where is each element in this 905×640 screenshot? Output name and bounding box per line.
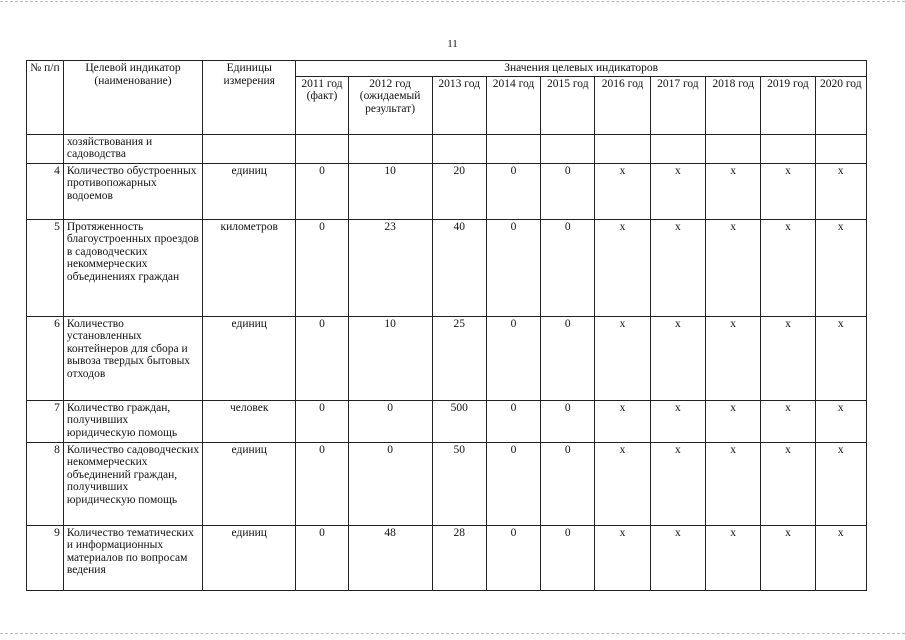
value-cell: 0 (296, 525, 348, 590)
value-cell (761, 134, 815, 163)
header-num: № п/п (27, 61, 64, 135)
value-cell (486, 134, 540, 163)
header-year: 2016 год (595, 76, 650, 134)
value-cell: 28 (432, 525, 486, 590)
value-cell: x (595, 316, 650, 400)
value-cell: 0 (486, 219, 540, 316)
value-cell: 0 (348, 400, 432, 442)
value-cell: 0 (486, 442, 540, 525)
page-number: 11 (447, 38, 458, 50)
indicator-name: Количество установленных контейнеров для сбора и вывоза твердых бытовых отходов (63, 316, 202, 400)
value-cell: 0 (296, 316, 348, 400)
value-cell: x (706, 525, 761, 590)
value-cell: x (650, 400, 705, 442)
indicator-name: Количество тематических и информационных материалов по вопросам ведения (63, 525, 202, 590)
value-cell (541, 134, 595, 163)
header-year: 2011 год (факт) (296, 76, 348, 134)
value-cell: x (650, 442, 705, 525)
value-cell: 0 (541, 442, 595, 525)
value-cell (296, 134, 348, 163)
unit-cell (203, 134, 296, 163)
value-cell: 0 (296, 400, 348, 442)
header-values-group: Значения целевых индикаторов (296, 61, 867, 77)
unit-cell: единиц (203, 525, 296, 590)
value-cell: 48 (348, 525, 432, 590)
value-cell: 20 (432, 163, 486, 219)
value-cell: x (595, 525, 650, 590)
value-cell: x (650, 163, 705, 219)
value-cell: x (815, 316, 866, 400)
value-cell: 0 (486, 163, 540, 219)
value-cell: 0 (541, 163, 595, 219)
value-cell: x (595, 163, 650, 219)
value-cell: x (595, 219, 650, 316)
header-year: 2018 год (706, 76, 761, 134)
unit-cell: километров (203, 219, 296, 316)
value-cell: x (761, 316, 815, 400)
table-row (27, 442, 867, 525)
value-cell: 23 (348, 219, 432, 316)
header-unit: Единицы измерения (203, 61, 296, 135)
row-number: 4 (27, 163, 64, 219)
unit-cell: единиц (203, 316, 296, 400)
value-cell: x (815, 525, 866, 590)
header-row-main (27, 61, 867, 77)
value-cell: 40 (432, 219, 486, 316)
row-number: 7 (27, 400, 64, 442)
value-cell: 0 (296, 219, 348, 316)
value-cell: x (815, 400, 866, 442)
table-row (27, 219, 867, 316)
table-row (27, 400, 867, 442)
value-cell: 10 (348, 316, 432, 400)
header-year: 2015 год (541, 76, 595, 134)
header-year: 2014 год (486, 76, 540, 134)
unit-cell: единиц (203, 163, 296, 219)
value-cell (815, 134, 866, 163)
table-row (27, 134, 867, 163)
value-cell: 0 (486, 400, 540, 442)
value-cell: x (650, 219, 705, 316)
value-cell: x (761, 163, 815, 219)
value-cell: 0 (541, 316, 595, 400)
value-cell (432, 134, 486, 163)
row-number (27, 134, 64, 163)
value-cell: 10 (348, 163, 432, 219)
value-cell: x (815, 442, 866, 525)
indicator-name: Количество садоводческих некоммерческих объединений граждан, получивших юридическую помощь (63, 442, 202, 525)
header-year: 2017 год (650, 76, 705, 134)
value-cell: x (761, 525, 815, 590)
header-year: 2019 год (761, 76, 815, 134)
value-cell: 0 (541, 219, 595, 316)
value-cell: x (706, 219, 761, 316)
value-cell (595, 134, 650, 163)
value-cell: x (761, 219, 815, 316)
value-cell: x (815, 219, 866, 316)
indicator-name: Количество граждан, получивших юридическую помощь (63, 400, 202, 442)
table-body (27, 134, 867, 590)
table-header (27, 61, 867, 135)
value-cell: 0 (486, 316, 540, 400)
scan-edge-bottom (0, 633, 905, 634)
header-year: 2013 год (432, 76, 486, 134)
indicator-name: хозяйствования и садоводства (63, 134, 202, 163)
value-cell: x (761, 400, 815, 442)
value-cell: 0 (486, 525, 540, 590)
value-cell: 0 (296, 442, 348, 525)
row-number: 8 (27, 442, 64, 525)
value-cell: x (706, 400, 761, 442)
unit-cell: единиц (203, 442, 296, 525)
value-cell: 25 (432, 316, 486, 400)
indicators-table (26, 60, 867, 591)
row-number: 9 (27, 525, 64, 590)
value-cell (706, 134, 761, 163)
indicator-name: Количество обустроенных противопожарных водоемов (63, 163, 202, 219)
value-cell: x (761, 442, 815, 525)
value-cell: 0 (348, 442, 432, 525)
value-cell: 500 (432, 400, 486, 442)
header-year: 2020 год (815, 76, 866, 134)
value-cell: x (595, 400, 650, 442)
table-row (27, 316, 867, 400)
value-cell: x (650, 525, 705, 590)
value-cell: x (815, 163, 866, 219)
value-cell: x (706, 316, 761, 400)
row-number: 6 (27, 316, 64, 400)
value-cell: 0 (541, 400, 595, 442)
header-indicator: Целевой индикатор (наименование) (63, 61, 202, 135)
unit-cell: человек (203, 400, 296, 442)
value-cell: x (706, 442, 761, 525)
table-row (27, 163, 867, 219)
value-cell: x (595, 442, 650, 525)
scan-edge-top (0, 1, 905, 2)
value-cell (348, 134, 432, 163)
value-cell: 50 (432, 442, 486, 525)
value-cell: 0 (541, 525, 595, 590)
table-row (27, 525, 867, 590)
value-cell: 0 (296, 163, 348, 219)
header-year: 2012 год (ожидаемый результат) (348, 76, 432, 134)
value-cell: x (706, 163, 761, 219)
value-cell (650, 134, 705, 163)
value-cell: x (650, 316, 705, 400)
indicator-name: Протяженность благоустроенных проездов в садоводческих некоммерческих объединениях граждан (63, 219, 202, 316)
row-number: 5 (27, 219, 64, 316)
